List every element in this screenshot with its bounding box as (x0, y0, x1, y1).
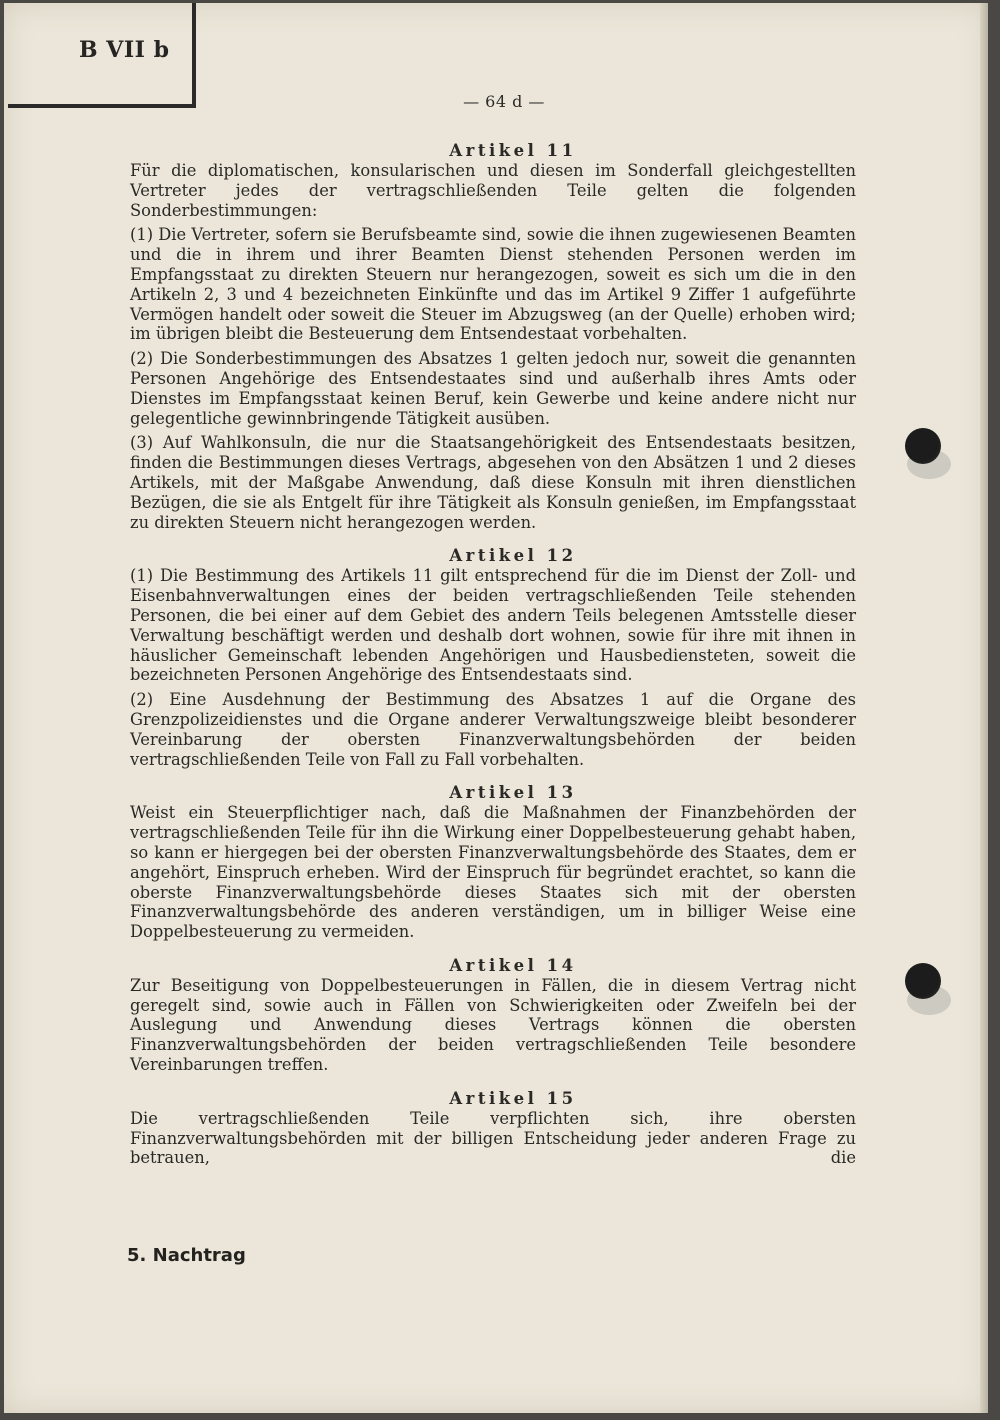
article-12 (130, 546, 856, 769)
document-body (130, 141, 856, 1168)
section-tab-label: B VII b (79, 37, 170, 63)
page-number: — 64 d — (463, 92, 545, 111)
document-page (4, 3, 988, 1413)
article-paragraph: (1) Die Vertreter, sofern sie Berufsbeamte sind, sowie die ihnen zugewiesenen Beamten und die in ihrem und ihrer Beamten Dienst stehenden Personen werden im Empfangsstaat zu direkten Steuern nur herangezogen, soweit es sich um die in den Artikeln 2, 3 und 4 bezeichneten Einkünfte und das im Artikel 9 Ziffer 1 aufgeführte Vermögen handelt oder soweit die Steuer im Abzugsweg (an der Quelle) erhoben wird; im übrigen bleibt die Besteuerung dem Entsendestaat vorbehalten. (130, 225, 856, 344)
article-paragraph: Weist ein Steuerpflichtiger nach, daß die Maßnahmen der Finanzbehörden der vertragschließenden Teile für ihn die Wirkung einer Doppelbesteuerung gehabt haben, so kann er hiergegen bei der obersten Finanzverwaltungsbehörde des Staates, dem er angehört, Einspruch erheben. Wird der Einspruch für begründet erachtet, so kann die oberste Finanzverwaltungsbehörde dieses Staates sich mit der obersten Finanzverwaltungsbehörde des anderen verständigen, um in billiger Weise eine Doppelbesteuerung zu vermeiden. (130, 803, 856, 942)
article-paragraph: (3) Auf Wahlkonsuln, die nur die Staatsangehörigkeit des Entsendestaats besitzen, finden die Bestimmungen dieses Vertrags, abgesehen von den Absätzen 1 und 2 dieses Artikels, mit der Maßgabe Anwendung, daß diese Konsuln mit ihren dienstlichen Bezügen, die sie als Entgelt für ihre Tätigkeit als Konsuln genießen, im Empfangsstaat zu direkten Steuern nicht herangezogen werden. (130, 433, 856, 532)
article-heading: Artikel 11 (449, 141, 577, 160)
punch-hole-icon (905, 963, 941, 999)
article-paragraph: Zur Beseitigung von Doppelbesteuerungen in Fällen, die in diesem Vertrag nicht geregelt sind, sowie auch in Fällen von Schwierigkeiten oder Zweifeln bei der Auslegung und Anwendung dieses Vertrags können die obersten Finanzverwaltungsbehörden der beiden vertragschließenden Teile besondere Vereinbarungen treffen. (130, 975, 856, 1075)
article-heading: Artikel 14 (449, 955, 577, 975)
article-heading: Artikel 15 (449, 1088, 577, 1108)
paper-edge (980, 3, 988, 1413)
article-heading: Artikel 12 (449, 546, 577, 566)
article-heading: Artikel 13 (449, 783, 577, 803)
article-15 (130, 1089, 856, 1168)
article-14 (130, 956, 856, 1075)
article-paragraph: (1) Die Bestimmung des Artikels 11 gilt entsprechend für die im Dienst der Zoll- und Eisenbahnverwaltungen eines der beiden vertragschließenden Teile stehenden Personen, die bei einer auf dem Gebiet des andern Teils belegenen Amtsstelle dieser Verwaltung beschäftigt werden und deshalb dort wohnen, sowie für ihre mit ihnen in häuslicher Gemeinschaft lebenden Angehörigen und Hausbediensteten, soweit die bezeichneten Personen Angehörige des Entsendestaats sind. (130, 566, 856, 685)
article-paragraph: (2) Die Sonderbestimmungen des Absatzes 1 gelten jedoch nur, soweit die genannten Personen Angehörige des Entsendestaates sind und außerhalb ihres Amts oder Dienstes im Empfangsstaat keinen Beruf, kein Gewerbe und keine andere nicht nur gelegentliche gewinnbringende Tätigkeit ausüben. (130, 349, 856, 428)
article-paragraph: (2) Eine Ausdehnung der Bestimmung des Absatzes 1 auf die Organe des Grenzpolizeidienstes und die Organe anderer Verwaltungszweige bleibt besonderer Vereinbarung der obersten Finanzverwaltungsbehörden der beiden vertragschließenden Teile von Fall zu Fall vorbehalten. (130, 690, 856, 769)
article-13 (130, 783, 856, 942)
article-paragraph: Die vertragschließenden Teile verpflichten sich, ihre obersten Finanzverwaltungsbehörden mit der billigen Entscheidung jeder anderen Frage zu betrauen, die (130, 1108, 856, 1168)
article-11 (130, 141, 856, 532)
supplement-label: 5. Nachtrag (127, 1245, 246, 1266)
punch-hole-icon (905, 428, 941, 464)
article-paragraph: Für die diplomatischen, konsularischen und diesen im Sonderfall gleichgestellten Vertreter jedes der vertragschließenden Teile gelten die folgenden Sonderbestimmungen: (130, 161, 856, 220)
section-tab (8, 3, 196, 108)
